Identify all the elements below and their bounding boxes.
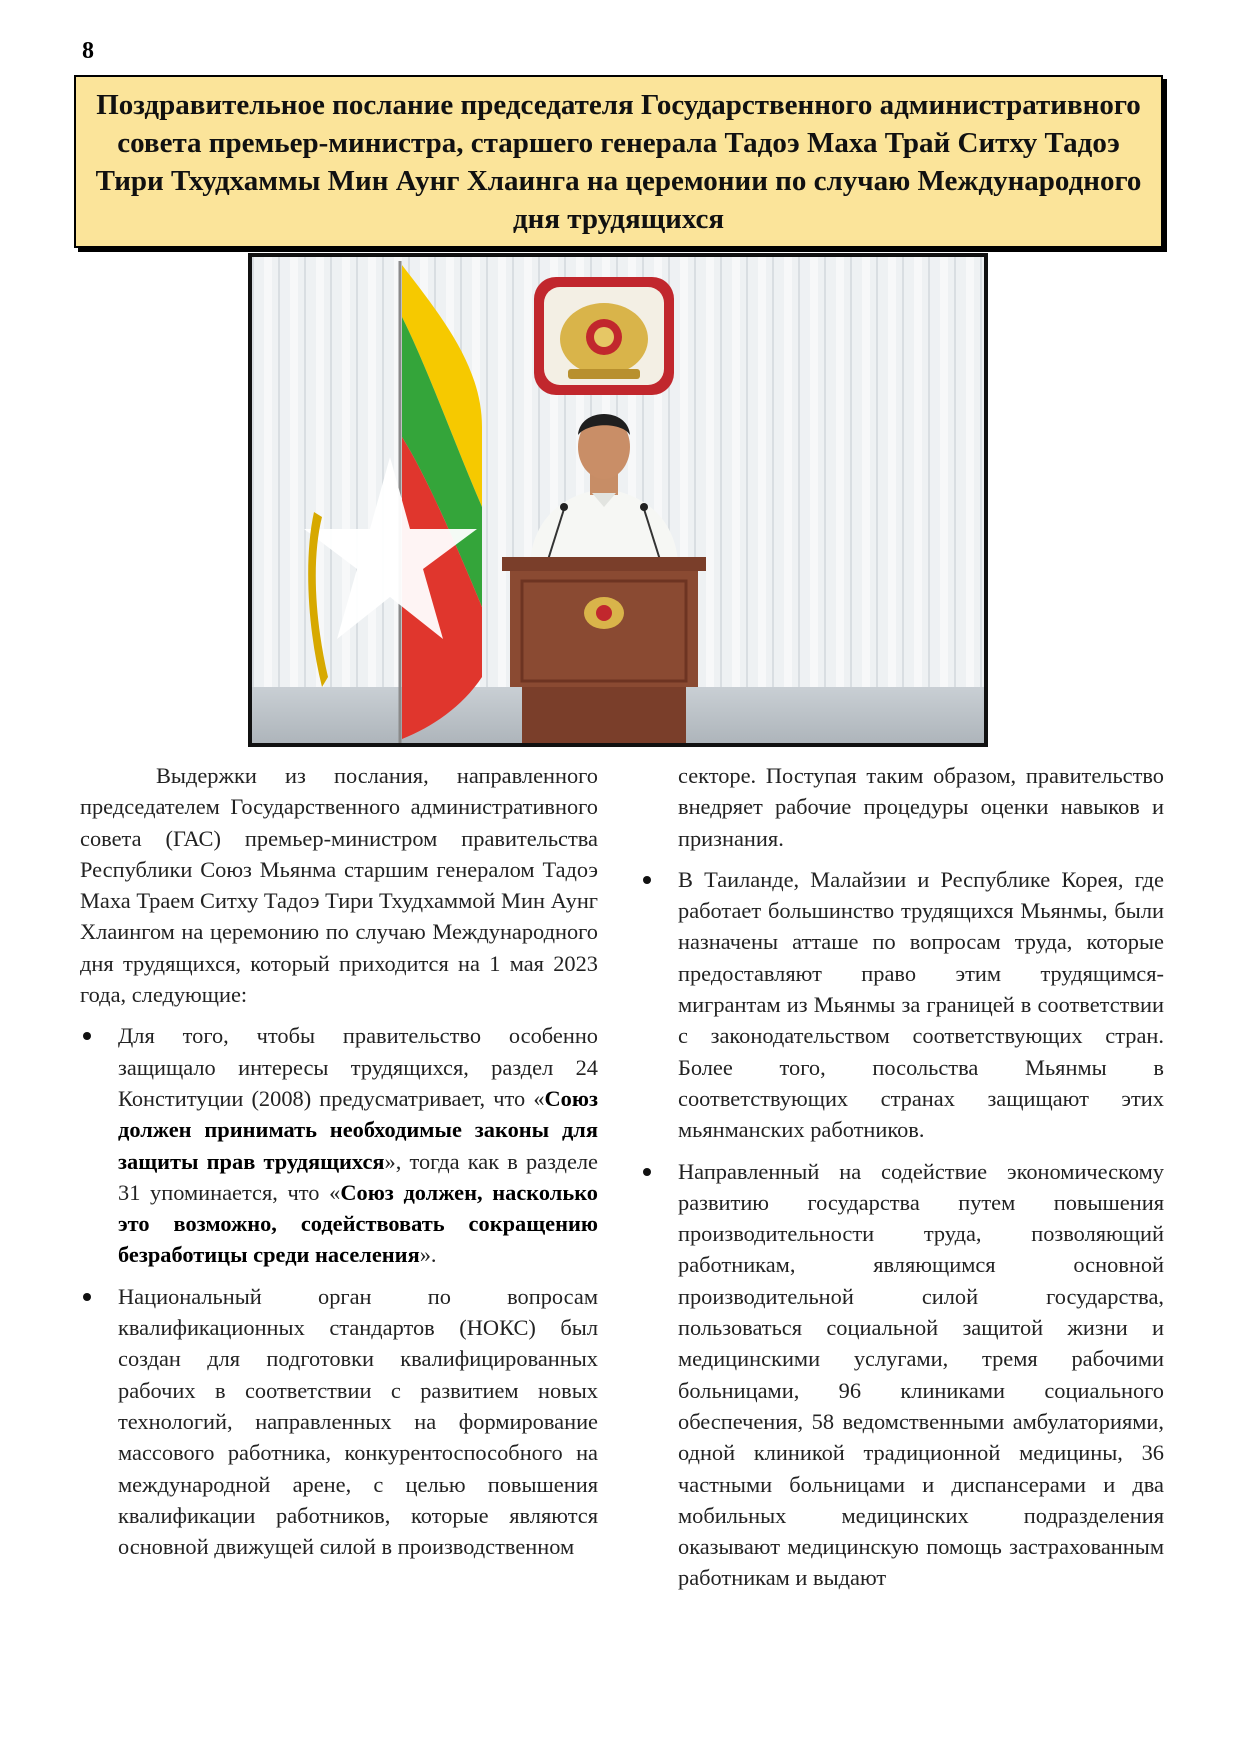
- list-item-social-security: Направленный на содействие экономическому развитию государства путем повышения производительности труда, позволяющий работникам, являющимся основной производительной силой государства, пользоваться социальной защитой жизни и медицинскими услугами, тремя рабочими больницами, 96 клиниками социального обеспечения, 58 ведомственными амбулаториями, одной клиникой традиционной медицины, 36 частными больницами и диспансерами и два мобильных медицинских подразделения оказывают медицинскую помощь застрахованным работникам и выдают: [678, 1156, 1164, 1594]
- podium: [502, 557, 706, 743]
- intro-paragraph: Выдержки из послания, направленного председателем Государственного административного совета (ГАС) премьер-министром правительства Республики Союз Мьянма старшим генералом Тадоэ Маха Траем Ситху Тадоэ Тири Тхудхаммой Мин Аунг Хлаингом на церемонию по случаю Международного дня трудящихся, который приходится на 1 мая 2023 года, следующие:: [80, 763, 598, 1008]
- page-number: 8: [82, 38, 94, 64]
- page-title: Поздравительное послание председателя Государственного административного совета премьер-министра, старшего генерала Тадоэ Маха Трай Ситху Тадоэ Тири Тхудхаммы Мин Аунг Хлаинга на церемонии по случаю Международного дня трудящихся: [95, 88, 1142, 235]
- continuation-paragraph: секторе. Поступая таким образом, правительство внедряет рабочие процедуры оценки навыков и признания.: [678, 763, 1164, 851]
- left-column: [80, 760, 598, 1562]
- bullet1-text-a: Для того, чтобы правительство особенно защищало интересы трудящихся, раздел 24 Конституции (2008) предусматривает, что «: [118, 1023, 598, 1111]
- list-item-labor-attache: В Таиланде, Малайзии и Республике Корея, где работает большинство трудящихся Мьянмы, были назначены атташе по вопросам труда, которые предоставляют право этим трудящимся-мигрантам из Мьянмы за границей в соответствии с законодательством соответствующих стран. Более того, посольства Мьянмы в соответствующих странах защищают этих мьянманских работников.: [678, 864, 1164, 1146]
- photo-illustration: [252, 257, 984, 743]
- bullet1-text-b: », тогда как в разделе 31 упоминается, что «: [118, 1148, 598, 1205]
- right-bullet-list: [678, 864, 1164, 1594]
- state-emblem: [534, 277, 674, 395]
- title-banner: [74, 75, 1163, 248]
- bullet1-bold-a: Союз должен принимать необходимые законы для защиты прав трудящихся: [118, 1085, 598, 1174]
- bullet1-bold-b: Союз должен, насколько это возможно, содействовать сокращению безработицы среди населения: [118, 1179, 598, 1268]
- speech-photo: [248, 253, 988, 747]
- list-item-noks: Национальный орган по вопросам квалификационных стандартов (НОКС) был создан для подготовки квалифицированных рабочих в соответствии с развитием новых технологий, направленных на формирование массового работника, конкурентоспособного на международной арене, с целью повышения квалификации работников, которые являются основной движущей силой в производственном: [80, 1281, 598, 1563]
- right-column: [678, 760, 1164, 1594]
- bullet1-text-c: ».: [419, 1242, 437, 1268]
- list-item-constitution: [80, 1020, 598, 1270]
- left-bullet-list: [80, 1020, 598, 1562]
